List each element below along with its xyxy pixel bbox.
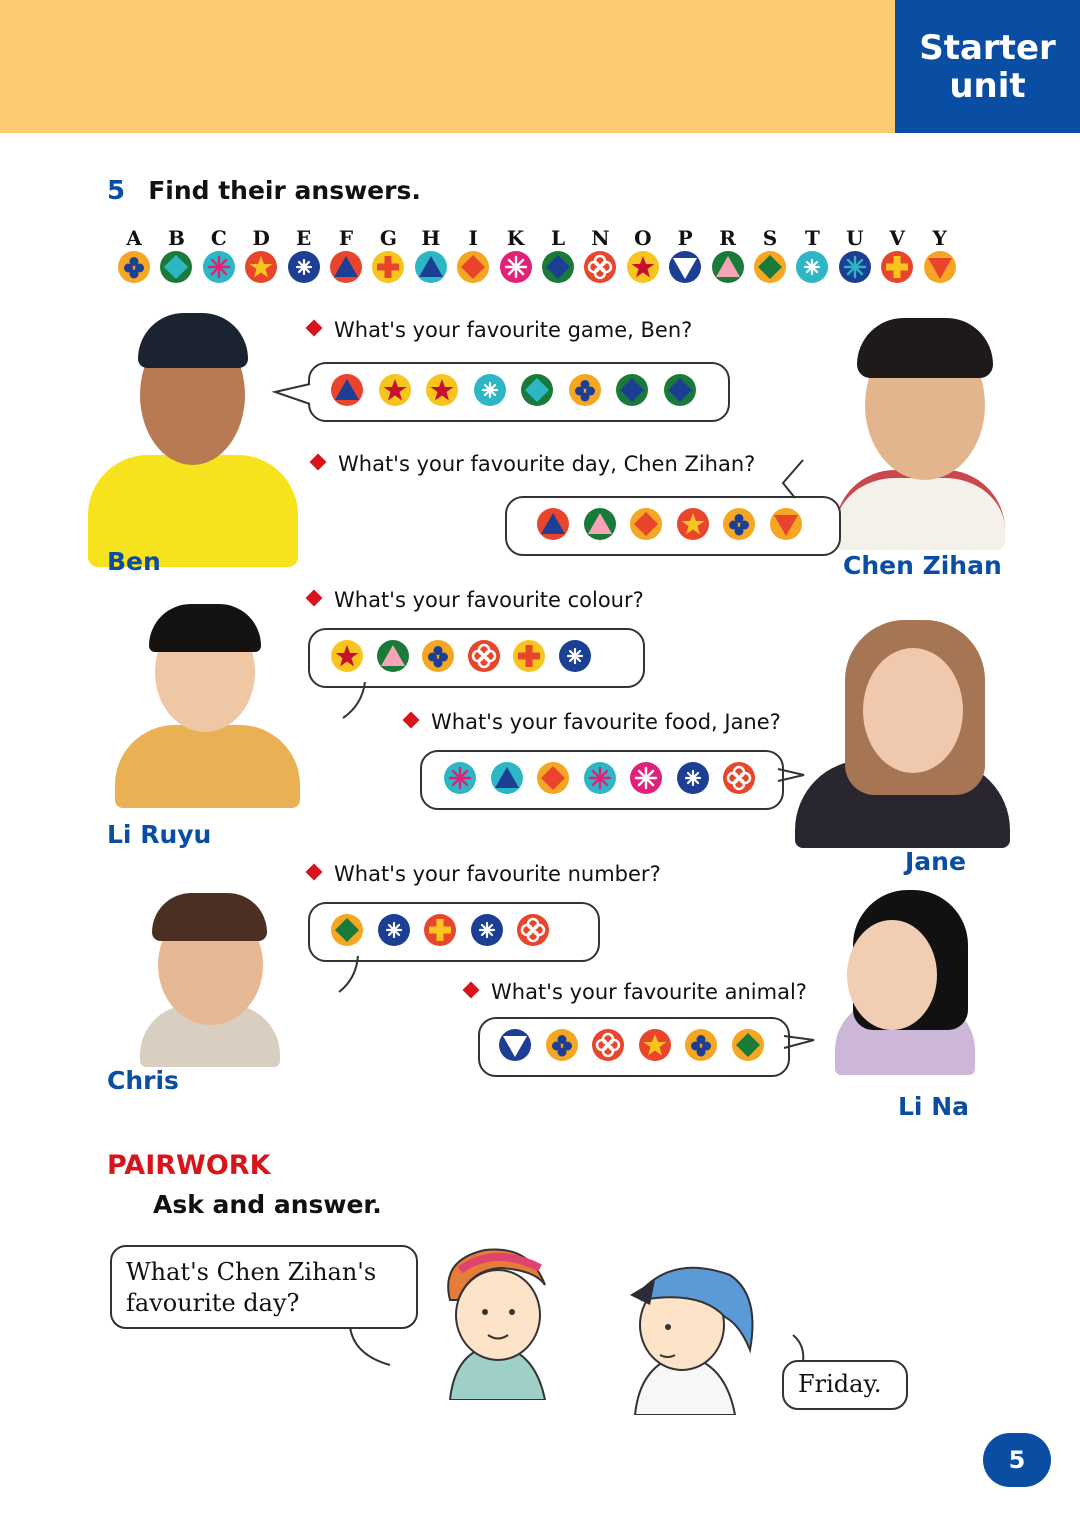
key-symbol-club-icon bbox=[118, 251, 150, 283]
key-letter-a: A bbox=[126, 226, 142, 250]
header-banner bbox=[0, 0, 895, 133]
key-letter-o: O bbox=[634, 226, 652, 250]
bullet-diamond-icon bbox=[306, 320, 323, 337]
bubble-tail-1 bbox=[270, 380, 315, 420]
cartoon-girl-illustration bbox=[430, 1240, 560, 1400]
key-symbol-asterisk-icon bbox=[839, 251, 871, 283]
key-symbol-triangle-up-icon bbox=[330, 251, 362, 283]
key-letter-d: D bbox=[252, 226, 270, 250]
key-symbol-asterisk-icon bbox=[500, 251, 532, 283]
key-symbol-plus-icon bbox=[372, 251, 404, 283]
code-symbol-flower-icon bbox=[592, 1029, 624, 1061]
code-symbol-star-icon bbox=[331, 640, 363, 672]
unit-line1: Starter bbox=[919, 27, 1056, 68]
question-3-text: What's your favourite colour? bbox=[334, 588, 644, 612]
bullet-diamond-icon bbox=[403, 712, 420, 729]
unit-label bbox=[895, 0, 1080, 133]
code-symbol-triangle-up-icon bbox=[491, 762, 523, 794]
key-symbol-diamond-icon bbox=[160, 251, 192, 283]
key-letter-y: Y bbox=[932, 226, 947, 250]
question-4 bbox=[405, 710, 781, 734]
code-symbol-diamond-icon bbox=[630, 508, 662, 540]
ben-hair bbox=[138, 313, 248, 368]
page-number: 5 bbox=[983, 1433, 1051, 1487]
code-symbol-star-icon bbox=[677, 508, 709, 540]
question-3 bbox=[308, 588, 644, 612]
speech-tail-right bbox=[785, 1330, 815, 1365]
cartoon-boy-illustration bbox=[620, 1255, 770, 1415]
code-symbol-snow-icon bbox=[378, 914, 410, 946]
code-symbol-star-icon bbox=[426, 374, 458, 406]
key-symbol-star-icon bbox=[245, 251, 277, 283]
liruyu-photo bbox=[105, 600, 305, 808]
bullet-diamond-icon bbox=[463, 982, 480, 999]
code-symbol-triangle-up-icon bbox=[537, 508, 569, 540]
code-symbol-club-icon bbox=[422, 640, 454, 672]
code-symbol-asterisk-icon bbox=[444, 762, 476, 794]
code-symbol-triangle-up-icon bbox=[584, 508, 616, 540]
question-2 bbox=[312, 452, 755, 476]
code-symbol-diamond-icon bbox=[537, 762, 569, 794]
code-symbol-snow-icon bbox=[474, 374, 506, 406]
key-letter-g: G bbox=[379, 226, 397, 250]
key-symbol-diamond-icon bbox=[754, 251, 786, 283]
question-speech-bubble bbox=[110, 1245, 418, 1329]
bullet-diamond-icon bbox=[306, 590, 323, 607]
code-symbol-plus-icon bbox=[424, 914, 456, 946]
key-letter-c: C bbox=[210, 226, 227, 250]
key-letter-e: E bbox=[295, 226, 312, 250]
jane-photo bbox=[795, 620, 1010, 848]
code-symbol-diamond-icon bbox=[331, 914, 363, 946]
liruyu-hair bbox=[149, 604, 261, 652]
code-symbol-snow-icon bbox=[559, 640, 591, 672]
bubble-tail-4 bbox=[776, 765, 806, 787]
code-symbol-diamond-icon bbox=[664, 374, 696, 406]
code-symbol-club-icon bbox=[685, 1029, 717, 1061]
question-6-text: What's your favourite animal? bbox=[491, 980, 807, 1004]
question-2-text: What's your favourite day, Chen Zihan? bbox=[338, 452, 756, 476]
lina-face bbox=[847, 920, 937, 1030]
question-1-text: What's your favourite game, Ben? bbox=[334, 318, 693, 342]
code-symbol-snow-icon bbox=[471, 914, 503, 946]
bullet-diamond-icon bbox=[310, 454, 327, 471]
unit-line2: unit bbox=[949, 65, 1026, 106]
name-jane: Jane bbox=[905, 847, 966, 876]
key-letter-n: N bbox=[591, 226, 610, 250]
answer-speech-bubble bbox=[782, 1360, 908, 1410]
key-symbol-diamond-icon bbox=[542, 251, 574, 283]
key-letter-p: P bbox=[677, 226, 693, 250]
exercise-title: Find their answers. bbox=[148, 176, 421, 205]
bubble-tail-3 bbox=[340, 680, 380, 722]
key-symbol-triangle-down-icon bbox=[924, 251, 956, 283]
exercise-number: 5 bbox=[107, 176, 126, 206]
key-symbol-star-icon bbox=[627, 251, 659, 283]
name-ben: Ben bbox=[107, 547, 161, 576]
code-symbol-asterisk-icon bbox=[630, 762, 662, 794]
question-4-text: What's your favourite food, Jane? bbox=[431, 710, 781, 734]
liruyu-sweater bbox=[115, 725, 300, 808]
bubble-tail-2 bbox=[775, 458, 815, 503]
name-chris: Chris bbox=[107, 1066, 179, 1095]
bubble-tail-6 bbox=[782, 1032, 817, 1054]
key-letter-h: H bbox=[421, 226, 441, 250]
key-symbol-triangle-down-icon bbox=[669, 251, 701, 283]
key-letter-i: I bbox=[468, 226, 478, 250]
pairwork-subtitle: Ask and answer. bbox=[153, 1190, 382, 1219]
bubble-tail-5 bbox=[336, 954, 376, 996]
question-1 bbox=[308, 318, 692, 342]
code-symbol-star-icon bbox=[379, 374, 411, 406]
code-symbol-flower-icon bbox=[468, 640, 500, 672]
speech-line2: favourite day? bbox=[126, 1289, 300, 1317]
code-symbol-triangle-up-icon bbox=[331, 374, 363, 406]
chris-photo bbox=[140, 885, 280, 1067]
name-chen-zihan: Chen Zihan bbox=[843, 551, 1002, 580]
ben-photo bbox=[88, 305, 298, 567]
key-letter-t: T bbox=[804, 226, 820, 250]
name-li-na: Li Na bbox=[898, 1092, 969, 1121]
code-symbol-triangle-down-icon bbox=[499, 1029, 531, 1061]
chen-hair bbox=[857, 318, 993, 378]
jane-face bbox=[863, 648, 963, 773]
code-symbol-flower-icon bbox=[517, 914, 549, 946]
key-symbol-diamond-icon bbox=[457, 251, 489, 283]
question-6 bbox=[465, 980, 807, 1004]
lina-photo bbox=[835, 890, 975, 1075]
chris-hair bbox=[152, 893, 267, 941]
code-symbol-flower-icon bbox=[723, 762, 755, 794]
key-symbol-snow-icon bbox=[796, 251, 828, 283]
key-symbol-asterisk-icon bbox=[203, 251, 235, 283]
code-symbol-triangle-down-icon bbox=[770, 508, 802, 540]
code-symbol-snow-icon bbox=[677, 762, 709, 794]
key-symbol-triangle-up-icon bbox=[712, 251, 744, 283]
key-letter-k: K bbox=[506, 226, 525, 250]
code-symbol-star-icon bbox=[639, 1029, 671, 1061]
key-letter-b: B bbox=[167, 226, 185, 250]
pairwork-title: PAIRWORK bbox=[107, 1150, 271, 1181]
key-symbol-snow-icon bbox=[288, 251, 320, 283]
chen-shirt bbox=[835, 470, 1005, 550]
key-symbol-plus-icon bbox=[881, 251, 913, 283]
key-letter-f: F bbox=[338, 226, 354, 250]
question-5-text: What's your favourite number? bbox=[334, 862, 661, 886]
question-5 bbox=[308, 862, 661, 886]
code-symbol-plus-icon bbox=[513, 640, 545, 672]
bullet-diamond-icon bbox=[306, 864, 323, 881]
key-symbol-flower-icon bbox=[584, 251, 616, 283]
speech-line1: What's Chen Zihan's bbox=[126, 1258, 377, 1286]
chen-photo bbox=[835, 310, 1005, 542]
speech-tail-left bbox=[340, 1325, 395, 1370]
answer-text: Friday. bbox=[798, 1370, 882, 1398]
key-letter-r: R bbox=[719, 226, 736, 250]
code-symbol-club-icon bbox=[569, 374, 601, 406]
code-symbol-triangle-up-icon bbox=[377, 640, 409, 672]
key-letter-s: S bbox=[762, 226, 778, 250]
code-symbol-club-icon bbox=[723, 508, 755, 540]
code-symbol-diamond-icon bbox=[616, 374, 648, 406]
key-letter-u: U bbox=[846, 226, 864, 250]
exercise-heading bbox=[107, 176, 421, 206]
code-symbol-asterisk-icon bbox=[584, 762, 616, 794]
key-letter-l: L bbox=[550, 226, 566, 250]
code-symbol-club-icon bbox=[546, 1029, 578, 1061]
code-symbol-diamond-icon bbox=[521, 374, 553, 406]
key-letter-v: V bbox=[889, 226, 905, 250]
name-li-ruyu: Li Ruyu bbox=[107, 820, 212, 849]
code-symbol-diamond-icon bbox=[732, 1029, 764, 1061]
key-symbol-triangle-up-icon bbox=[415, 251, 447, 283]
